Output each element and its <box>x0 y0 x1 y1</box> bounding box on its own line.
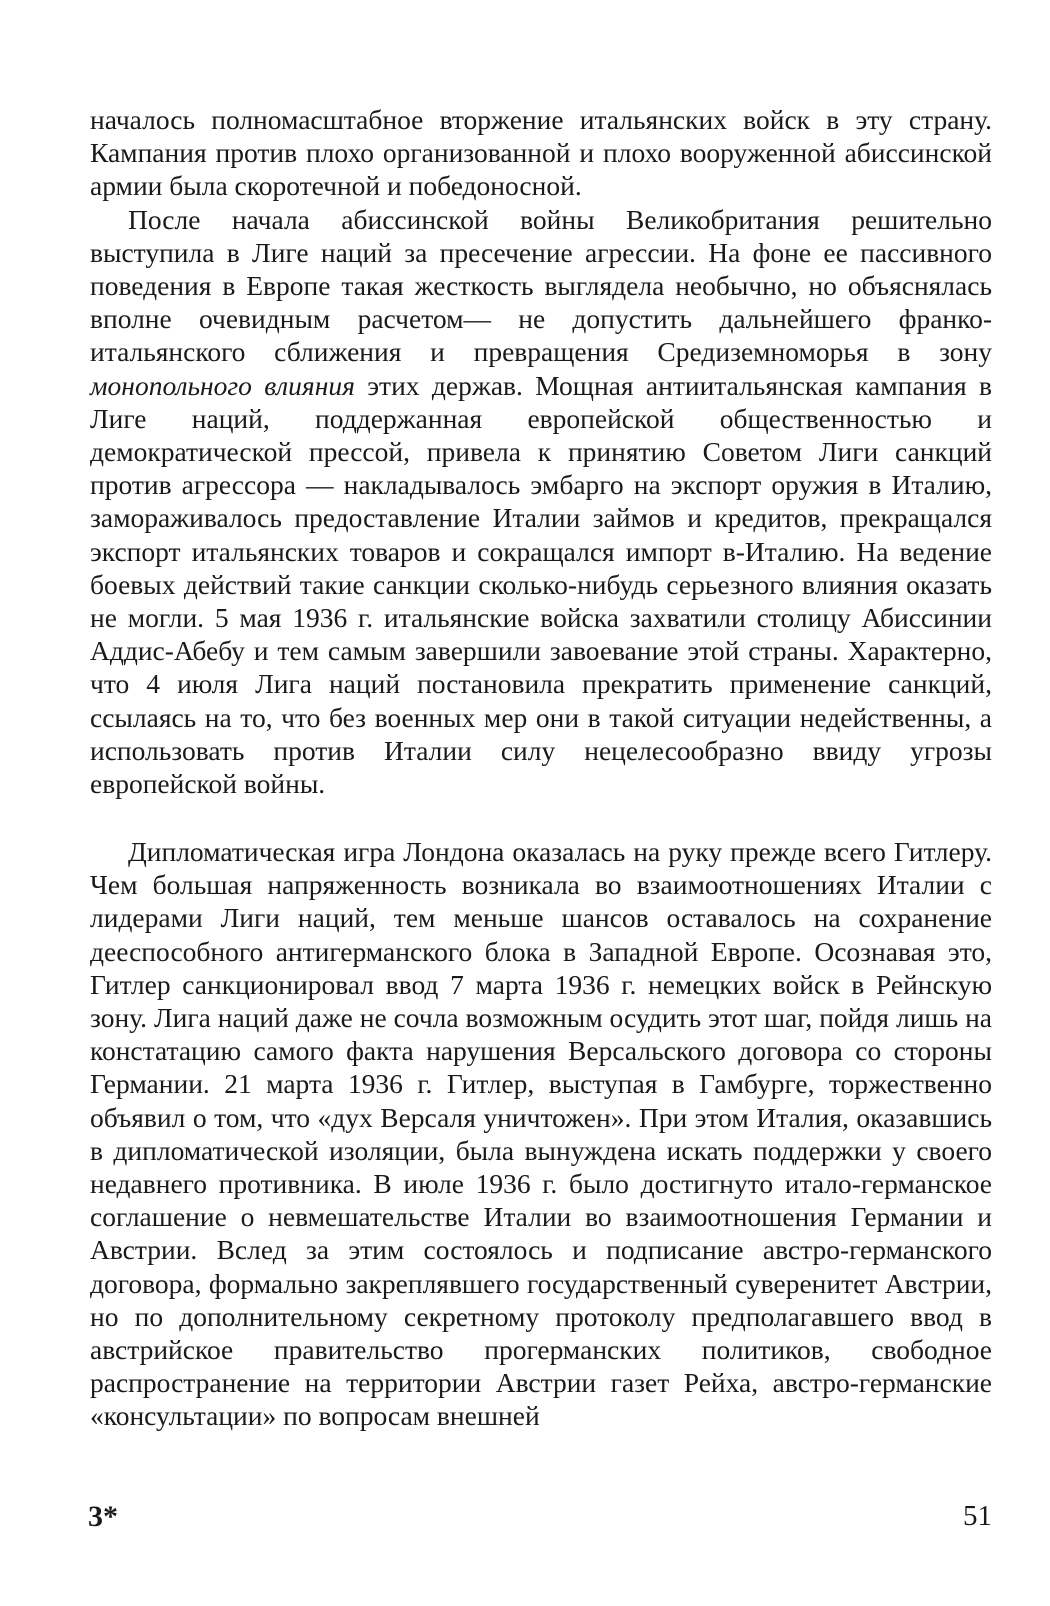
text-section-upper <box>90 103 992 800</box>
paragraph-2-text-start: После начала абиссинской войны Великобритания решительно выступила в Лиге наций за пресечение агрессии. На фоне ее пассивного поведения в Европе такая жесткость выглядела необычно, но объяснялась вполне очевидным расчетом— не допустить дальнейшего франко-итальянского сближения и превращения Средиземноморья в зону <box>90 203 992 368</box>
paragraph-2-text-end: этих держав. Мощная антиитальянская кампания в Лиге наций, поддержанная европейской общественностью и демократической прессой, привела к принятию Советом Лиги санкций против агрессора — накладывалось эмбарго на экспорт оружия в Италию, замораживалось предоставление Италии займов и кредитов, прекращался экспорт итальянских товаров и сокращался импорт в-Италию. На ведение боевых действий такие санкции сколько-нибудь серьезного влияния оказать не могли. 5 мая 1936 г. итальянские войска захватили столицу Абиссинии Аддис-Абебу и тем самым завершили завоевание этой страны. Характерно, что 4 июля Лига наций постановила прекратить применение санкций, ссылаясь на то, что без военных мер они в такой ситуации недейственны, а использовать против Италии силу нецелесообразно ввиду угрозы европейской войны. <box>90 369 992 800</box>
paragraph-2-italic-phrase: монопольного влияния <box>90 369 355 401</box>
page-number: 51 <box>963 1500 992 1532</box>
paragraph-3: Дипломатическая игра Лондона оказалась на руку прежде всего Гитлеру. Чем большая напряженность возникала во взаимоотношениях Италии с лидерами Лиги наций, тем меньше шансов оставалось на сохранение дееспособного антигерманского блока в Западной Европе. Осознавая это, Гитлер санкционировал ввод 7 марта 1936 г. немецких войск в Рейнскую зону. Лига наций даже не сочла возможным осудить этот шаг, пойдя лишь на констатацию самого факта нарушения Версальского договора со стороны Германии. 21 марта 1936 г. Гитлер, выступая в Гамбурге, торжественно объявил о том, что «дух Версаля уничтожен». При этом Италия, оказавшись в дипломатической изоляции, была вынуждена искать поддержки у своего недавнего противника. В июле 1936 г. было достигнуто итало-германское соглашение о невмешательстве Италии во взаимоотношения Германии и Австрии. Вслед за этим состоялось и подписание австро-германского договора, формально закреплявшего государственный суверенитет Австрии, но по дополнительному секретному протоколу предполагавшего ввод в австрийское правительство прогерманских политиков, свободное распространение на территории Австрии газет Рейха, австро-германские «консультации» по вопросам внешней <box>90 836 992 1432</box>
text-section-lower <box>90 835 992 1433</box>
paragraph-1: началось полномасштабное вторжение итальянских войск в эту страну. Кампания против плохо организованной и плохо вооруженной абиссинской армии была скоротечной и победоносной. <box>90 104 992 202</box>
signature-mark: 3* <box>88 1500 118 1533</box>
paragraph-2 <box>90 203 992 801</box>
